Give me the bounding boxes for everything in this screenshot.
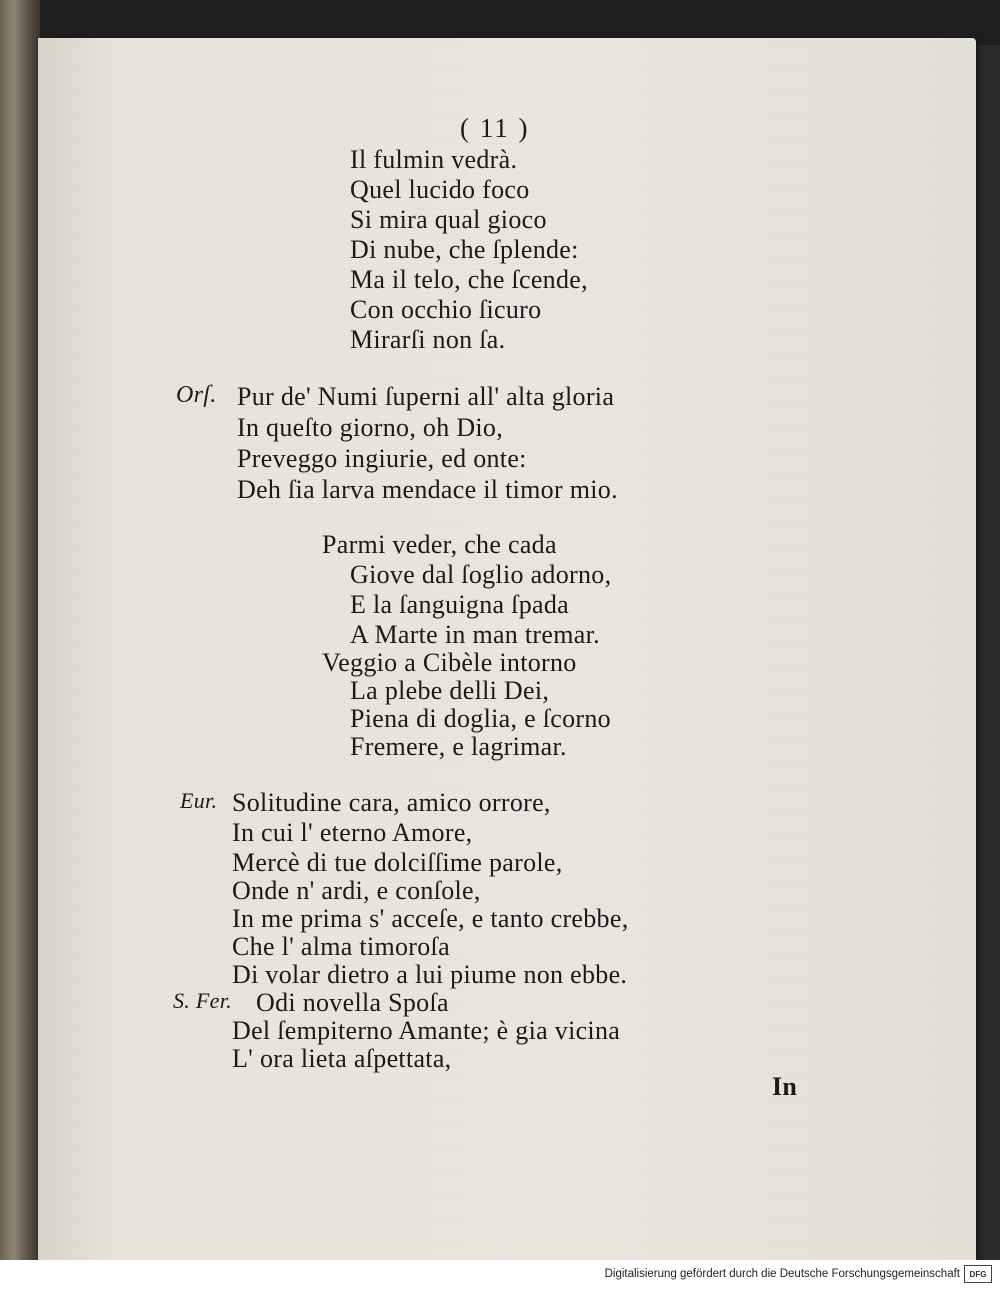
verse-line: Pur de' Numi ſuperni all' alta gloria [237, 382, 615, 411]
verse-line: Piena di doglia, e ſcorno [350, 704, 611, 733]
verse-line: Che l' alma timoroſa [232, 932, 450, 961]
verse-line: In me prima s' acceſe, e tanto crebbe, [232, 904, 629, 933]
dfg-logo: DFG [964, 1265, 992, 1283]
facing-page-edge [0, 0, 40, 1294]
verse-line: Parmi veder, che cada [322, 530, 557, 559]
speaker-label: S. Fer. [173, 988, 232, 1013]
verse-line: Di volar dietro a lui piume non ebbe. [232, 960, 628, 989]
speaker-label: Eur. [180, 788, 218, 813]
verse-line: Fremere, e lagrimar. [350, 732, 567, 761]
verse-line: L' ora lieta aſpettata, [232, 1044, 452, 1073]
verse-line: Solitudine cara, amico orrore, [232, 788, 551, 817]
verse-line: La plebe delli Dei, [350, 676, 550, 705]
verse-line: Giove dal ſoglio adorno, [350, 560, 612, 589]
verse-line: Deh ſia larva mendace il timor mio. [237, 475, 618, 504]
verse-line: Ma il telo, che ſcende, [350, 265, 588, 294]
verse-line: Quel lucido foco [350, 175, 530, 204]
verse-line: Di nube, che ſplende: [350, 235, 579, 264]
footer-credit: Digitalisierung gefördert durch die Deutsche Forschungsgemeinschaft [604, 1268, 960, 1280]
verse-line: Onde n' ardi, e conſole, [232, 876, 481, 905]
verse-line: Veggio a Cibèle intorno [322, 648, 577, 677]
verse-line: A Marte in man tremar. [350, 620, 600, 649]
verse-line: Mercè di tue dolciſſime parole, [232, 848, 563, 877]
verse-line: Si mira qual gioco [350, 205, 547, 234]
verse-line: Il fulmin vedrà. [350, 145, 518, 174]
page-number: ( 11 ) [460, 113, 530, 143]
catchword: In [772, 1072, 798, 1101]
verse-line: In cui l' eterno Amore, [232, 818, 473, 847]
speaker-label: Orſ. [176, 382, 217, 408]
verse-line: In queſto giorno, oh Dio, [237, 413, 504, 442]
verse-line: E la ſanguigna ſpada [350, 590, 569, 619]
verse-line: Del ſempiterno Amante; è gia vicina [232, 1016, 621, 1045]
verse-line: Mirarſi non ſa. [350, 325, 506, 354]
verse-line: Preveggo ingiurie, ed onte: [237, 444, 527, 473]
verse-line: Con occhio ſicuro [350, 295, 542, 324]
verse-line: Odi novella Spoſa [256, 988, 449, 1017]
